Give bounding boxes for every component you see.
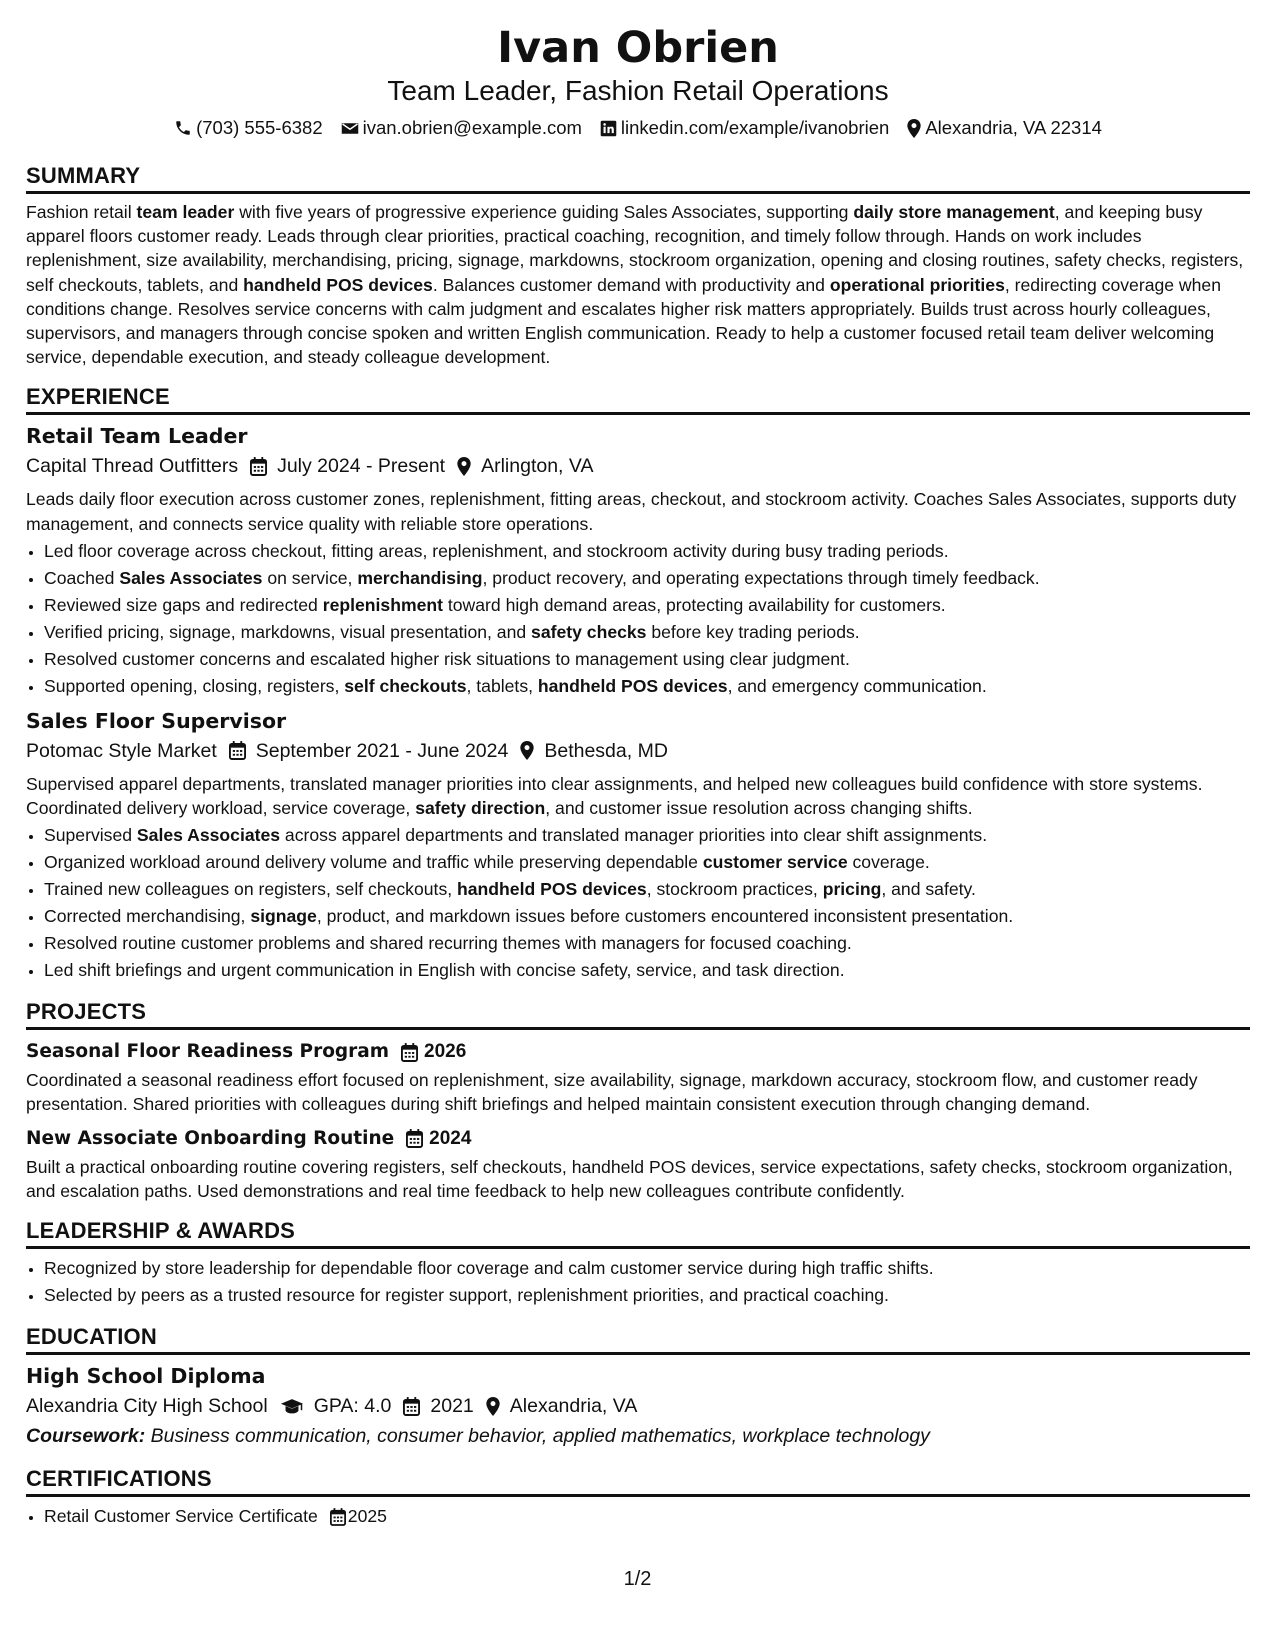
section-heading: SUMMARY xyxy=(26,162,1250,194)
bold-text: Sales Associates xyxy=(119,567,263,588)
education-section xyxy=(26,1323,1250,1451)
list-item xyxy=(44,619,1250,646)
text-segment: toward high demand areas, protecting availability for customers. xyxy=(443,594,946,615)
resume-page xyxy=(26,22,1250,1530)
job-location: Arlington, VA xyxy=(481,455,594,478)
phone-icon xyxy=(174,119,192,137)
list-item xyxy=(44,592,1250,619)
list-item: • Recognized by store leadership for dependable floor coverage and calm customer service during high traffic shifts. xyxy=(44,1255,1250,1282)
coursework xyxy=(26,1421,1250,1451)
list-item xyxy=(44,903,1250,930)
text-segment: , and safety. xyxy=(881,879,976,900)
text-segment: , and keeping busy apparel floors customer ready. Leads through clear priorities, practical coaching, recognition, and timely follow through. Hands on work includes replenishment, size availability, merchandising, pricing, signage, markdowns, stockroom organization, opening and closing routines, safety checks, registers, self checkouts, tablets, and xyxy=(26,202,1244,295)
bold-text: self checkouts xyxy=(344,675,467,696)
bold-text: daily store management xyxy=(853,202,1055,222)
text-segment: , and customer issue resolution across changing shifts. xyxy=(545,798,973,819)
list-item xyxy=(44,957,1250,984)
calendar-icon xyxy=(250,457,267,476)
text-segment: Organized workload around delivery volume and traffic while preserving dependable xyxy=(44,852,703,873)
text-segment: Coached xyxy=(44,567,120,588)
experience-section xyxy=(26,383,1250,984)
text-segment: . Balances customer demand with productivity and xyxy=(432,274,830,295)
text-segment: , redirecting coverage when conditions change. Resolves service concerns with calm judgment and escalates higher risk matters appropriately. Builds trust across hourly colleagues, supervisors, and managers through concise spoken and written English communication. Ready to help a customer focused retail team deliver welcoming service, dependable execution, and steady colleague development. xyxy=(26,274,1221,368)
company-name: Capital Thread Outfitters xyxy=(26,455,239,478)
project-year: 2024 xyxy=(429,1127,472,1149)
project-title-row xyxy=(26,1038,1250,1066)
leadership-bullets xyxy=(26,1255,1250,1309)
text-segment: Reviewed size gaps and redirected xyxy=(44,594,323,615)
projects-section xyxy=(26,998,1250,1203)
project-title-row xyxy=(26,1125,1250,1153)
project-entry xyxy=(26,1125,1250,1203)
job-entry xyxy=(26,421,1250,699)
text-segment: Supervised apparel departments, translated manager priorities into clear assignments, and helped new colleagues build confidence with store systems. Coordinated delivery workload, service coverage, xyxy=(26,773,1203,819)
text-segment: Corrected merchandising, xyxy=(44,906,251,927)
job-location: Bethesda, MD xyxy=(544,739,668,762)
text-segment: with five years of progressive experience guiding Sales Associates, supporting xyxy=(234,202,854,222)
text-segment: Led shift briefings and urgent communication in English with concise safety, service, and task direction. xyxy=(44,960,845,981)
bold-text: handheld POS devices xyxy=(537,675,728,696)
calendar-icon xyxy=(406,1129,423,1148)
list-item xyxy=(44,1503,1250,1530)
certification-name: • Retail Customer Service Certificate xyxy=(44,1506,318,1527)
envelope-icon xyxy=(341,121,359,136)
education-year: 2021 xyxy=(430,1395,474,1418)
bold-text: merchandising xyxy=(357,567,483,588)
job-meta xyxy=(26,451,1250,481)
text-segment: , product recovery, and operating expectations through timely feedback. xyxy=(482,567,1040,588)
text-segment: Resolved customer concerns and escalated higher risk situations to management using clear judgment. xyxy=(44,648,850,669)
bold-text: safety direction xyxy=(415,798,546,819)
section-heading: EXPERIENCE xyxy=(26,383,1250,415)
coursework-text: Business communication, consumer behavior, applied mathematics, workplace technology xyxy=(145,1425,930,1448)
certification-year: 2025 xyxy=(347,1506,387,1527)
text-segment: Supported opening, closing, registers, xyxy=(44,675,345,696)
resume-header xyxy=(26,22,1250,140)
job-title: Retail Team Leader xyxy=(26,424,248,449)
bold-text: handheld POS devices xyxy=(243,274,433,295)
company-name: Potomac Style Market xyxy=(26,739,217,762)
project-entry xyxy=(26,1038,1250,1116)
candidate-headline: Team Leader, Fashion Retail Operations xyxy=(387,75,889,106)
list-item xyxy=(44,876,1250,903)
bold-text: safety checks xyxy=(531,621,647,642)
project-year: 2026 xyxy=(424,1041,467,1063)
contact-phone[interactable] xyxy=(174,116,323,140)
text-segment: before key trading periods. xyxy=(646,621,860,642)
text-segment: across apparel departments and translated manager priorities into clear shift assignments. xyxy=(280,825,988,846)
contact-email[interactable] xyxy=(341,116,582,140)
text-segment: Resolved routine customer problems and shared recurring themes with managers for focused coaching. xyxy=(44,933,852,954)
map-pin-icon xyxy=(486,1397,500,1416)
project-title: New Associate Onboarding Routine xyxy=(26,1127,395,1149)
map-pin-icon xyxy=(520,741,534,760)
phone-text: (703) 555-6382 xyxy=(196,117,323,138)
job-entry xyxy=(26,706,1250,984)
list-item xyxy=(44,849,1250,876)
project-description: Built a practical onboarding routine covering registers, self checkouts, handheld POS devices, service expectations, safety checks, stockroom organization, and escalation paths. Used demonstrations and real time feedback to help new colleagues contribute confidently. xyxy=(26,1156,1233,1201)
leadership-section xyxy=(26,1217,1250,1309)
text-segment: , stockroom practices, xyxy=(646,879,823,900)
email-text: ivan.obrien@example.com xyxy=(362,117,582,138)
text-segment: Fashion retail xyxy=(26,202,137,222)
job-meta xyxy=(26,736,1250,766)
text-segment: Supervised xyxy=(44,825,137,846)
section-heading: LEADERSHIP & AWARDS xyxy=(26,1217,1250,1249)
list-item xyxy=(44,673,1250,700)
bold-text: replenishment xyxy=(322,594,443,615)
section-heading: EDUCATION xyxy=(26,1323,1250,1355)
linkedin-icon xyxy=(600,120,617,137)
job-bullets xyxy=(26,822,1250,984)
bold-text: team leader xyxy=(136,202,235,222)
bold-text: pricing xyxy=(822,879,882,900)
page-number: 1/2 xyxy=(623,1568,652,1590)
job-bullets xyxy=(26,538,1250,700)
job-title: Sales Floor Supervisor xyxy=(26,708,287,733)
text-segment: on service, xyxy=(262,567,358,588)
text-segment: Led floor coverage across checkout, fitting areas, replenishment, and stockroom activity during busy trading periods. xyxy=(44,540,949,561)
linkedin-text: linkedin.com/example/ivanobrien xyxy=(620,117,890,138)
map-pin-icon xyxy=(457,457,471,476)
summary-text xyxy=(26,200,1250,369)
contact-location xyxy=(907,116,1102,140)
text-segment: , tablets, xyxy=(466,675,538,696)
coursework-label: Coursework: xyxy=(26,1425,146,1448)
bold-text: operational priorities xyxy=(829,274,1005,295)
text-segment: coverage. xyxy=(847,852,930,873)
map-pin-icon xyxy=(907,119,921,138)
job-description xyxy=(26,772,1250,820)
calendar-icon xyxy=(330,1508,346,1526)
calendar-icon xyxy=(229,741,246,760)
list-item xyxy=(44,538,1250,565)
degree-title: High School Diploma xyxy=(26,1364,266,1389)
contact-linkedin[interactable] xyxy=(600,116,889,140)
text-segment: Verified pricing, signage, markdowns, visual presentation, and xyxy=(44,621,532,642)
text-segment: Leads daily floor execution across customer zones, replenishment, fitting areas, checkout, and stockroom activity. Coaches Sales Associates, supports duty management, and connects service quality with reliable store operations. xyxy=(26,489,1237,534)
job-description xyxy=(26,487,1250,535)
project-description: Coordinated a seasonal readiness effort focused on replenishment, size availability, signage, markdown accuracy, stockroom flow, and customer ready presentation. Shared priorities with colleagues during shift briefings and helped maintain consistent execution through changing demand. xyxy=(26,1070,1198,1115)
certification-list xyxy=(26,1503,1250,1530)
certifications-section xyxy=(26,1465,1250,1530)
job-dates: September 2021 - June 2024 xyxy=(255,739,509,762)
list-item xyxy=(44,930,1250,957)
contact-bar xyxy=(26,116,1250,140)
section-heading: CERTIFICATIONS xyxy=(26,1465,1250,1497)
bold-text: customer service xyxy=(702,852,848,873)
gpa-text: GPA: 4.0 xyxy=(313,1395,392,1418)
location-text: Alexandria, VA 22314 xyxy=(925,117,1102,138)
list-item xyxy=(44,565,1250,592)
summary-section xyxy=(26,162,1250,369)
project-title: Seasonal Floor Readiness Program xyxy=(26,1041,390,1063)
graduation-cap-icon xyxy=(280,1398,304,1415)
education-meta xyxy=(26,1391,1250,1421)
list-item xyxy=(44,646,1250,673)
calendar-icon xyxy=(401,1043,418,1062)
list-item xyxy=(44,822,1250,849)
list-item: • Selected by peers as a trusted resource for register support, replenishment priorities, and practical coaching. xyxy=(44,1282,1250,1309)
bold-text: Sales Associates xyxy=(136,825,281,846)
bold-text: signage xyxy=(250,906,317,927)
job-dates: July 2024 - Present xyxy=(277,455,446,478)
candidate-name: Ivan Obrien xyxy=(497,23,779,73)
school-name: Alexandria City High School xyxy=(26,1395,268,1418)
text-segment: , and emergency communication. xyxy=(727,675,987,696)
text-segment: Trained new colleagues on registers, self checkouts, xyxy=(44,879,458,900)
education-location: Alexandria, VA xyxy=(509,1395,638,1418)
certification-row xyxy=(44,1503,387,1530)
calendar-icon xyxy=(403,1397,420,1416)
bold-text: handheld POS devices xyxy=(457,879,647,900)
text-segment: , product, and markdown issues before customers encountered inconsistent presentation. xyxy=(316,906,1014,927)
section-heading: PROJECTS xyxy=(26,998,1250,1030)
